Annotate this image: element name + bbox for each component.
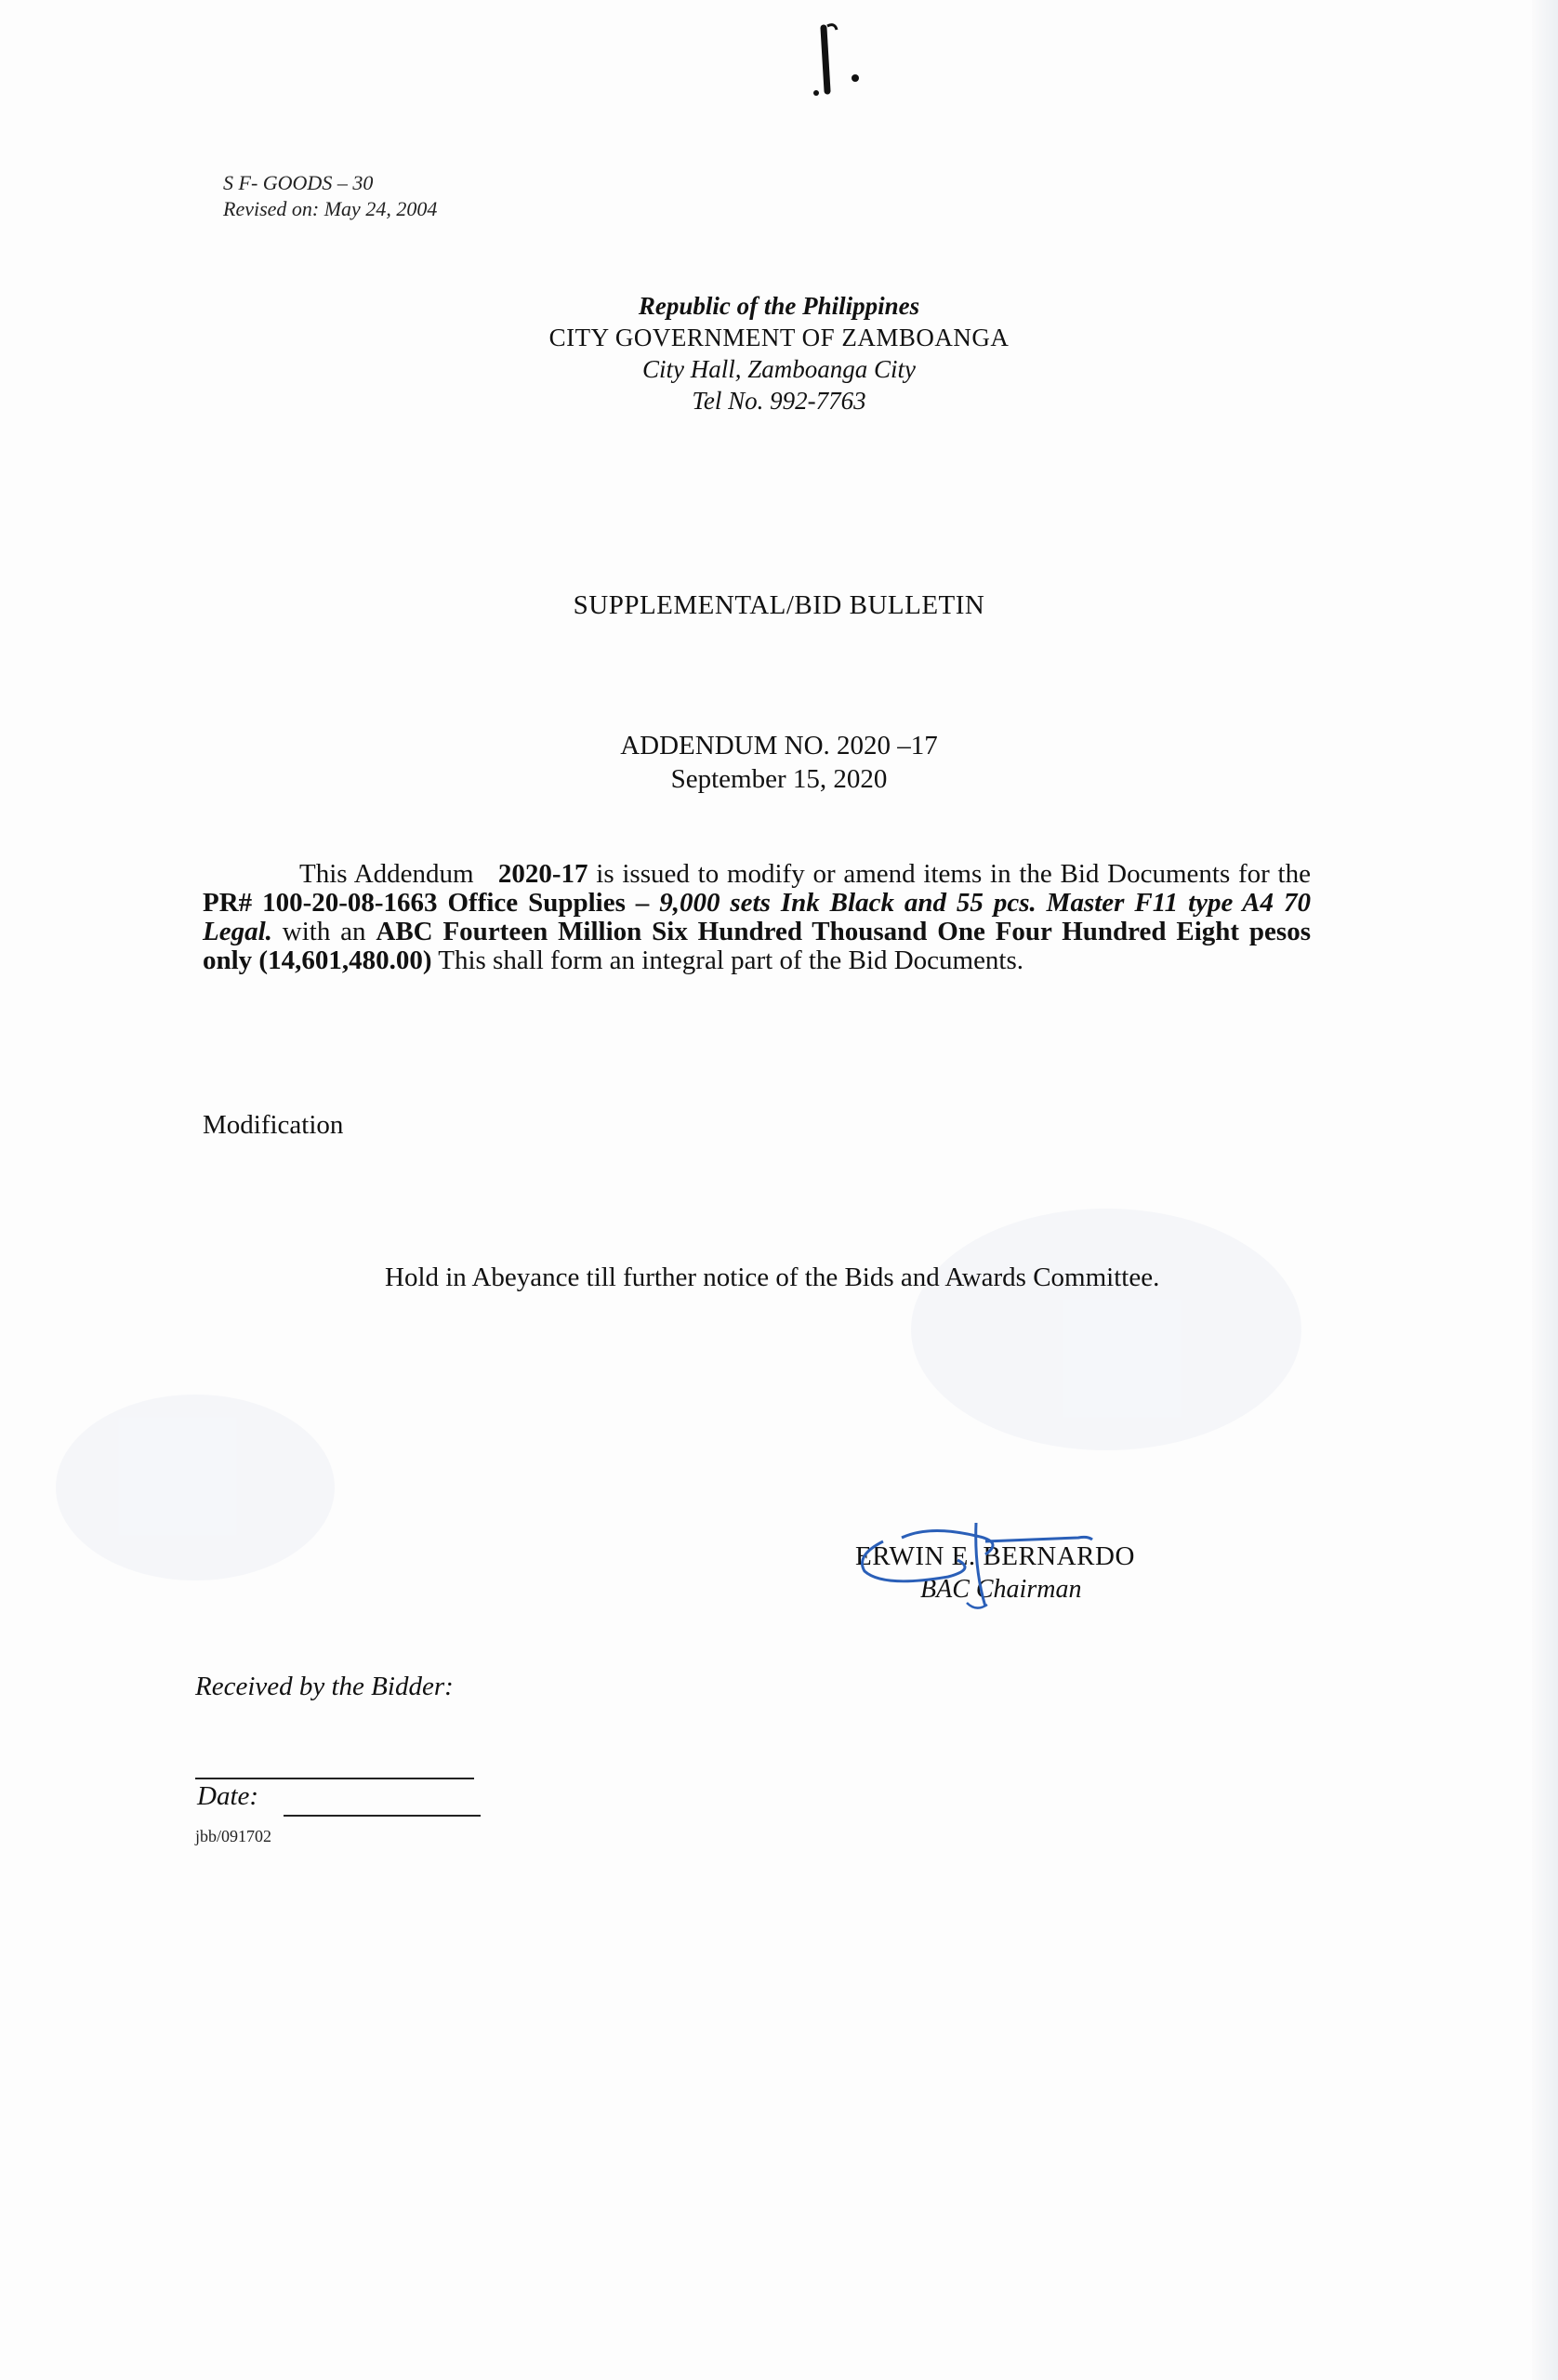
scan-blemish xyxy=(56,1395,335,1580)
address-line: City Hall, Zamboanga City xyxy=(641,355,916,383)
items-description: 9,000 sets Ink Black and 55 pcs. Master F11 type A4 70 Legal. xyxy=(203,888,1311,946)
body-text-4: This shall form an integral part of the Bid Documents. xyxy=(431,945,1024,975)
received-label: Received by the Bidder: xyxy=(195,1672,454,1701)
addendum-ref: 2020-17 xyxy=(497,859,588,889)
revised-date: Revised on: May 24, 2004 xyxy=(223,197,438,220)
signatory-title: BAC Chairman xyxy=(920,1575,1082,1604)
binder-hole-mark xyxy=(807,19,872,102)
form-code: S F- GOODS – 30 xyxy=(223,171,374,194)
modification-text: Hold in Abeyance till further notice of the Bids and Awards Committee. xyxy=(385,1263,1160,1292)
scan-blemish xyxy=(911,1209,1301,1450)
republic-line: Republic of the Philippines xyxy=(638,292,920,320)
addendum-block xyxy=(0,729,1558,796)
abc-amount: ABC Fourteen Million Six Hundred Thousand One Four Hundred Eight pesos only (14,601,480.00) xyxy=(203,917,1311,975)
handwritten-signature xyxy=(846,1514,1199,1616)
pr-number: PR# 100-20-08-1663 Office Supplies – xyxy=(203,888,650,918)
bulletin-title: SUPPLEMENTAL/BID BULLETIN xyxy=(573,590,985,620)
addendum-date: September 15, 2020 xyxy=(670,764,888,794)
body-text-3: with an xyxy=(271,917,376,946)
tel-line: Tel No. 992-7763 xyxy=(692,387,866,415)
government-line: CITY GOVERNMENT OF ZAMBOANGA xyxy=(548,324,1010,351)
signature-line xyxy=(195,1778,474,1779)
body-paragraph xyxy=(203,860,1311,975)
reference-code: jbb/091702 xyxy=(195,1827,272,1845)
signatory-name: ERWIN E. BERNARDO xyxy=(855,1541,1135,1571)
body-text-1: This Addendum xyxy=(299,859,474,889)
form-code-block xyxy=(223,170,437,222)
letterhead xyxy=(0,290,1558,416)
modification-label: Modification xyxy=(203,1110,344,1140)
addendum-number: ADDENDUM NO. 2020 –17 xyxy=(620,731,938,760)
signature-block xyxy=(846,1514,1199,1616)
date-line xyxy=(284,1815,481,1817)
date-label: Date: xyxy=(197,1781,259,1811)
body-text-2: is issued to modify or amend items in the Bid Documents for the xyxy=(588,859,1311,889)
